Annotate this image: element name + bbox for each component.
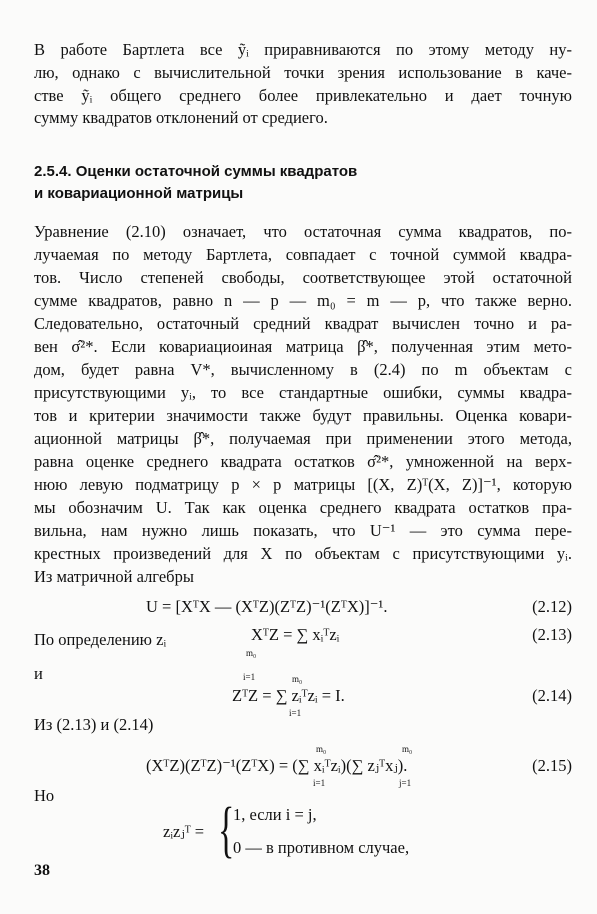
text-line: вен σ̂²*. Если ковариациоиная матрица β̂*, полученная этим мето- xyxy=(34,337,572,356)
text-line: В работе Бартлета все ỹᵢ приравниваются по этому методу ну- xyxy=(34,40,572,59)
sum-lower-limit: i=1 xyxy=(243,672,256,682)
sum-upper-limit: m₀ xyxy=(316,744,327,754)
sum-upper-limit: m₀ xyxy=(246,648,257,658)
sum-upper-limit: m₀ xyxy=(292,674,303,684)
text-line: Из (2.13) и (2.14) xyxy=(34,715,154,734)
text-line: По определению zᵢ xyxy=(34,630,167,649)
text-line: сумме квадратов, равно n — p — m₀ = m — p, что также верно. xyxy=(34,291,572,310)
sum-lower-limit: i=1 xyxy=(289,708,302,718)
text-line: Но xyxy=(34,786,55,805)
sum-lower-limit: j=1 xyxy=(399,778,412,788)
sum-upper-limit: m₀ xyxy=(402,744,413,754)
page-number: 38 xyxy=(34,862,50,879)
text-line: лучаемая по методу Бартлета, совпадает с точной суммой квадра- xyxy=(34,245,572,264)
text-line: мы обозначим U. Так как оценка среднего квадрата остатков пра- xyxy=(34,498,572,517)
text-line: крестных произведений для X по объектам с присутствующими yᵢ. xyxy=(34,544,572,563)
text-line: стве ỹᵢ общего среднего более привлекательно и дает точную xyxy=(34,86,572,105)
text-line: и xyxy=(34,664,43,683)
equation-number: (2.14) xyxy=(532,686,572,705)
text-line: вильна, нам нужно лишь показать, что U⁻¹ — это сумма пере- xyxy=(34,521,572,540)
sum-lower-limit: i=1 xyxy=(313,778,326,788)
text-line: Следовательно, остаточный средний квадрат вычислен точно и ра- xyxy=(34,314,572,333)
text-line: тов и критерии значимости также будут правильны. Оценка ковари- xyxy=(34,406,572,425)
text-line: тов. Число степеней свободы, соответствующее этой остаточной xyxy=(34,268,572,287)
section-heading: и ковариационной матрицы xyxy=(34,185,244,202)
text-line: нюю левую подматрицу p × p матрицы [(X, Z)ᵀ(X, Z)]⁻¹, которую xyxy=(34,475,572,494)
text-line: сумму квадратов отклонений от средиего. xyxy=(34,108,328,127)
left-brace: { xyxy=(218,796,235,864)
text-line: Уравнение (2.10) означает, что остаточная сумма квадратов, по- xyxy=(34,222,572,241)
equation-number: (2.13) xyxy=(532,625,572,644)
case-line: 0 — в противном случае, xyxy=(233,838,410,857)
equation-2-13: XᵀZ = ∑ xᵢᵀzᵢ xyxy=(251,625,340,644)
cases-lhs: zᵢzⱼᵀ = xyxy=(163,822,205,841)
equation-2-14: ZᵀZ = ∑ zᵢᵀzᵢ = I. xyxy=(232,686,345,705)
section-heading: 2.5.4. Оценки остаточной суммы квадратов xyxy=(34,163,358,180)
text-line: ационной матрицы β̂*, получаемая при применении этого метода, xyxy=(34,429,572,448)
text-line: Из матричной алгебры xyxy=(34,567,194,586)
equation-number: (2.15) xyxy=(532,756,572,775)
text-line: лю, однако с вычислительной точки зрения использование в каче- xyxy=(34,63,572,82)
text-line: равна оценке среднего квадрата остатков σ̂²*, умноженной на верх- xyxy=(34,452,572,471)
equation-number: (2.12) xyxy=(532,597,572,616)
text-line: присутствующими yᵢ, то все стандартные ошибки, суммы квадра- xyxy=(34,383,572,402)
equation-2-12: U = [XᵀX — (XᵀZ)(ZᵀZ)⁻¹(ZᵀX)]⁻¹. xyxy=(146,597,388,616)
equation-2-15: (XᵀZ)(ZᵀZ)⁻¹(ZᵀX) = (∑ xᵢᵀzᵢ)(∑ zⱼᵀxⱼ). xyxy=(146,756,408,775)
text-line: дом, будет равна V*, вычисленному в (2.4) по m объектам с xyxy=(34,360,572,379)
case-line: 1, если i = j, xyxy=(233,805,317,824)
